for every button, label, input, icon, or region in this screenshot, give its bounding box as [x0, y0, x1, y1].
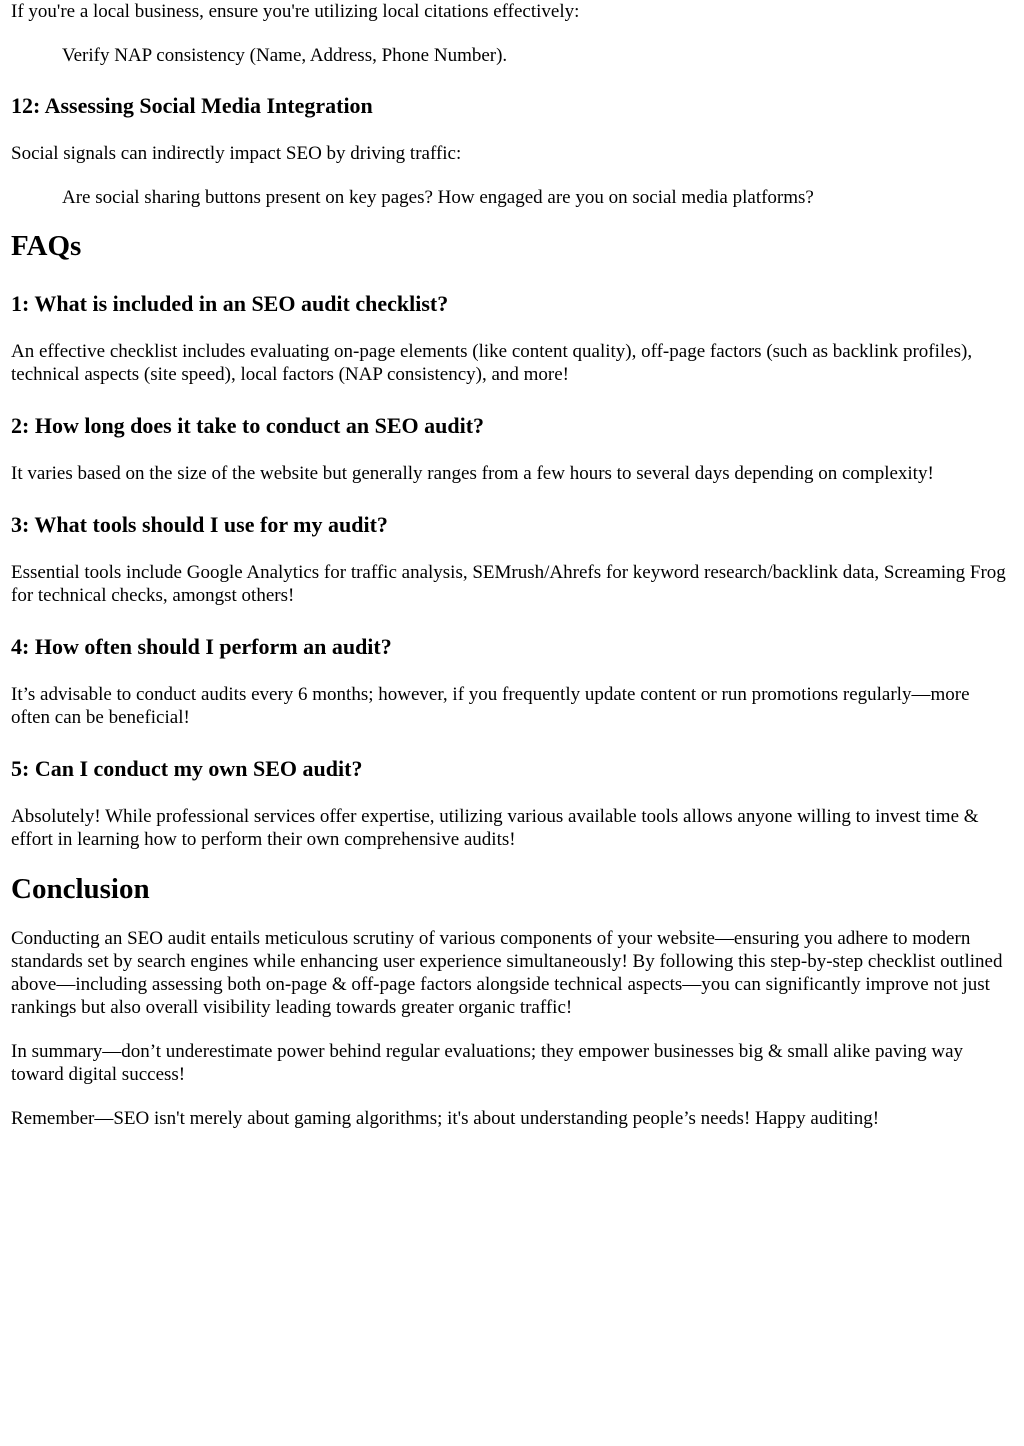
conclusion-paragraph: Conducting an SEO audit entails meticulous scrutiny of various components of your website—ensuring you adhere to modern standards set by search engines while enhancing user experience simultaneously! By following this step-by-step checklist outlined above—including assessing both on-page & off-page factors alongside technical aspects—you can significantly improve not just rankings but also overall visibility leading towards greater organic traffic! — [11, 928, 1003, 1018]
faq-answer: It’s advisable to conduct audits every 6 months; however, if you frequently update content or run promotions regularly—more often can be beneficial! — [11, 684, 970, 728]
social-media-intro: Social signals can indirectly impact SEO by driving traffic: — [11, 143, 462, 164]
local-citations-bullet: Verify NAP consistency (Name, Address, Phone Number). — [62, 45, 508, 66]
faq-answer: Essential tools include Google Analytics for traffic analysis, SEMrush/Ahrefs for keyword research/backlink data, Screaming Frog for technical checks, amongst others! — [11, 562, 1006, 606]
faq-question: 5: Can I conduct my own SEO audit? — [11, 756, 363, 781]
local-citations-intro: If you're a local business, ensure you're utilizing local citations effectively: — [11, 1, 580, 22]
faq-question: 2: How long does it take to conduct an SEO audit? — [11, 413, 485, 438]
faq-answer: An effective checklist includes evaluating on-page elements (like content quality), off-page factors (such as backlink profiles), technical aspects (site speed), local factors (NAP consistency), and more! — [11, 341, 973, 385]
social-media-bullet: Are social sharing buttons present on key pages? How engaged are you on social media platforms? — [62, 187, 814, 208]
faq-answer: It varies based on the size of the website but generally ranges from a few hours to several days depending on complexity! — [11, 463, 934, 484]
conclusion-heading: Conclusion — [11, 873, 150, 905]
conclusion-paragraph: In summary—don’t underestimate power behind regular evaluations; they empower businesses big & small alike paving way toward digital success! — [11, 1041, 964, 1085]
faq-question: 1: What is included in an SEO audit checklist? — [11, 291, 449, 316]
faq-question: 4: How often should I perform an audit? — [11, 634, 392, 659]
conclusion-paragraph: Remember—SEO isn't merely about gaming algorithms; it's about understanding people’s needs! Happy auditing! — [11, 1108, 880, 1129]
social-media-heading: 12: Assessing Social Media Integration — [11, 93, 373, 118]
faq-answer: Absolutely! While professional services offer expertise, utilizing various available tools allows anyone willing to invest time & effort in learning how to perform their own comprehensive audits! — [11, 806, 979, 850]
faqs-heading: FAQs — [11, 230, 82, 262]
faq-question: 3: What tools should I use for my audit? — [11, 512, 388, 537]
